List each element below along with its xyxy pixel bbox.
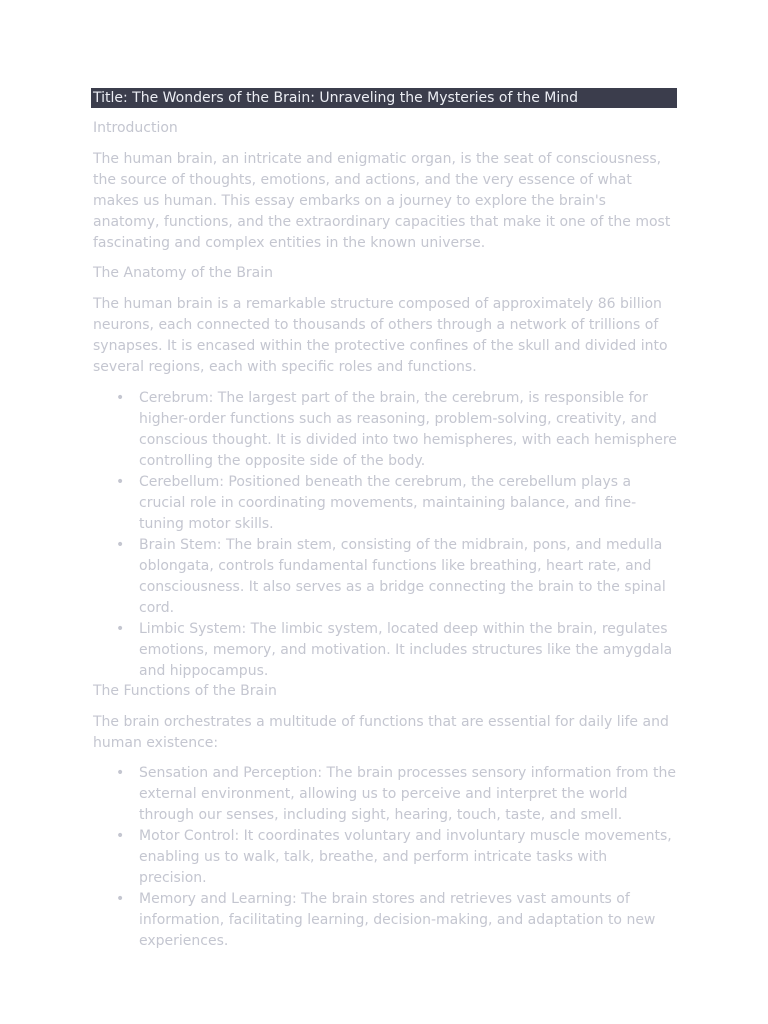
bullet-icon: •: [116, 891, 125, 907]
paragraph-introduction: The human brain, an intricate and enigmatic organ, is the seat of consciousness, the source of thoughts, emotions, and actions, and the very essence of what makes us human. This essay embarks on a journey to explore the brain's anatomy, functions, and the extraordinary capacities that make it one of the most fascinating and complex entities in the known universe.: [93, 151, 671, 251]
list-item: [93, 763, 677, 826]
list-item-text: Cerebrum: The largest part of the brain, the cerebrum, is responsible for higher-order functions such as reasoning, problem-solving, creativity, and conscious thought. It is divided into two hemispheres, with each hemisphere controlling the opposite side of the body.: [139, 390, 677, 469]
list-item: [93, 826, 677, 889]
list-item: [93, 535, 677, 619]
list-item-text: Cerebellum: Positioned beneath the cerebrum, the cerebellum plays a crucial role in coordinating movements, maintaining balance, and fine-tuning motor skills.: [139, 474, 637, 532]
bullet-icon: •: [116, 390, 125, 406]
paragraph-functions: The brain orchestrates a multitude of functions that are essential for daily life and human existence:: [93, 714, 669, 751]
document-title: Title: The Wonders of the Brain: Unraveling the Mysteries of the Mind: [91, 88, 677, 108]
bullet-icon: •: [116, 537, 125, 553]
list-item: [93, 472, 677, 535]
functions-list: [93, 763, 677, 952]
paragraph-anatomy: The human brain is a remarkable structure composed of approximately 86 billion neurons, each connected to thousands of others through a network of trillions of synapses. It is encased within the protective confines of the skull and divided into several regions, each with specific roles and functions.: [93, 296, 668, 375]
bullet-icon: •: [116, 765, 125, 781]
list-item-text: Motor Control: It coordinates voluntary and involuntary muscle movements, enabling us to walk, talk, breathe, and perform intricate tasks with precision.: [139, 828, 672, 886]
section-heading-functions: The Functions of the Brain: [93, 683, 277, 699]
anatomy-list: [93, 388, 677, 682]
bullet-icon: •: [116, 474, 125, 490]
list-item: [93, 889, 677, 952]
bullet-icon: •: [116, 828, 125, 844]
bullet-icon: •: [116, 621, 125, 637]
section-heading-introduction: Introduction: [93, 120, 178, 136]
list-item-text: Limbic System: The limbic system, located deep within the brain, regulates emotions, memory, and motivation. It includes structures like the amygdala and hippocampus.: [139, 621, 673, 679]
list-item: [93, 619, 677, 682]
section-heading-anatomy: The Anatomy of the Brain: [93, 265, 274, 281]
list-item: [93, 388, 677, 472]
list-item-text: Memory and Learning: The brain stores and retrieves vast amounts of information, facilitating learning, decision-making, and adaptation to new experiences.: [139, 891, 656, 949]
list-item-text: Sensation and Perception: The brain processes sensory information from the external environment, allowing us to perceive and interpret the world through our senses, including sight, hearing, touch, taste, and smell.: [139, 765, 676, 823]
list-item-text: Brain Stem: The brain stem, consisting of the midbrain, pons, and medulla oblongata, controls fundamental functions like breathing, heart rate, and consciousness. It also serves as a bridge connecting the brain to the spinal cord.: [139, 537, 666, 616]
